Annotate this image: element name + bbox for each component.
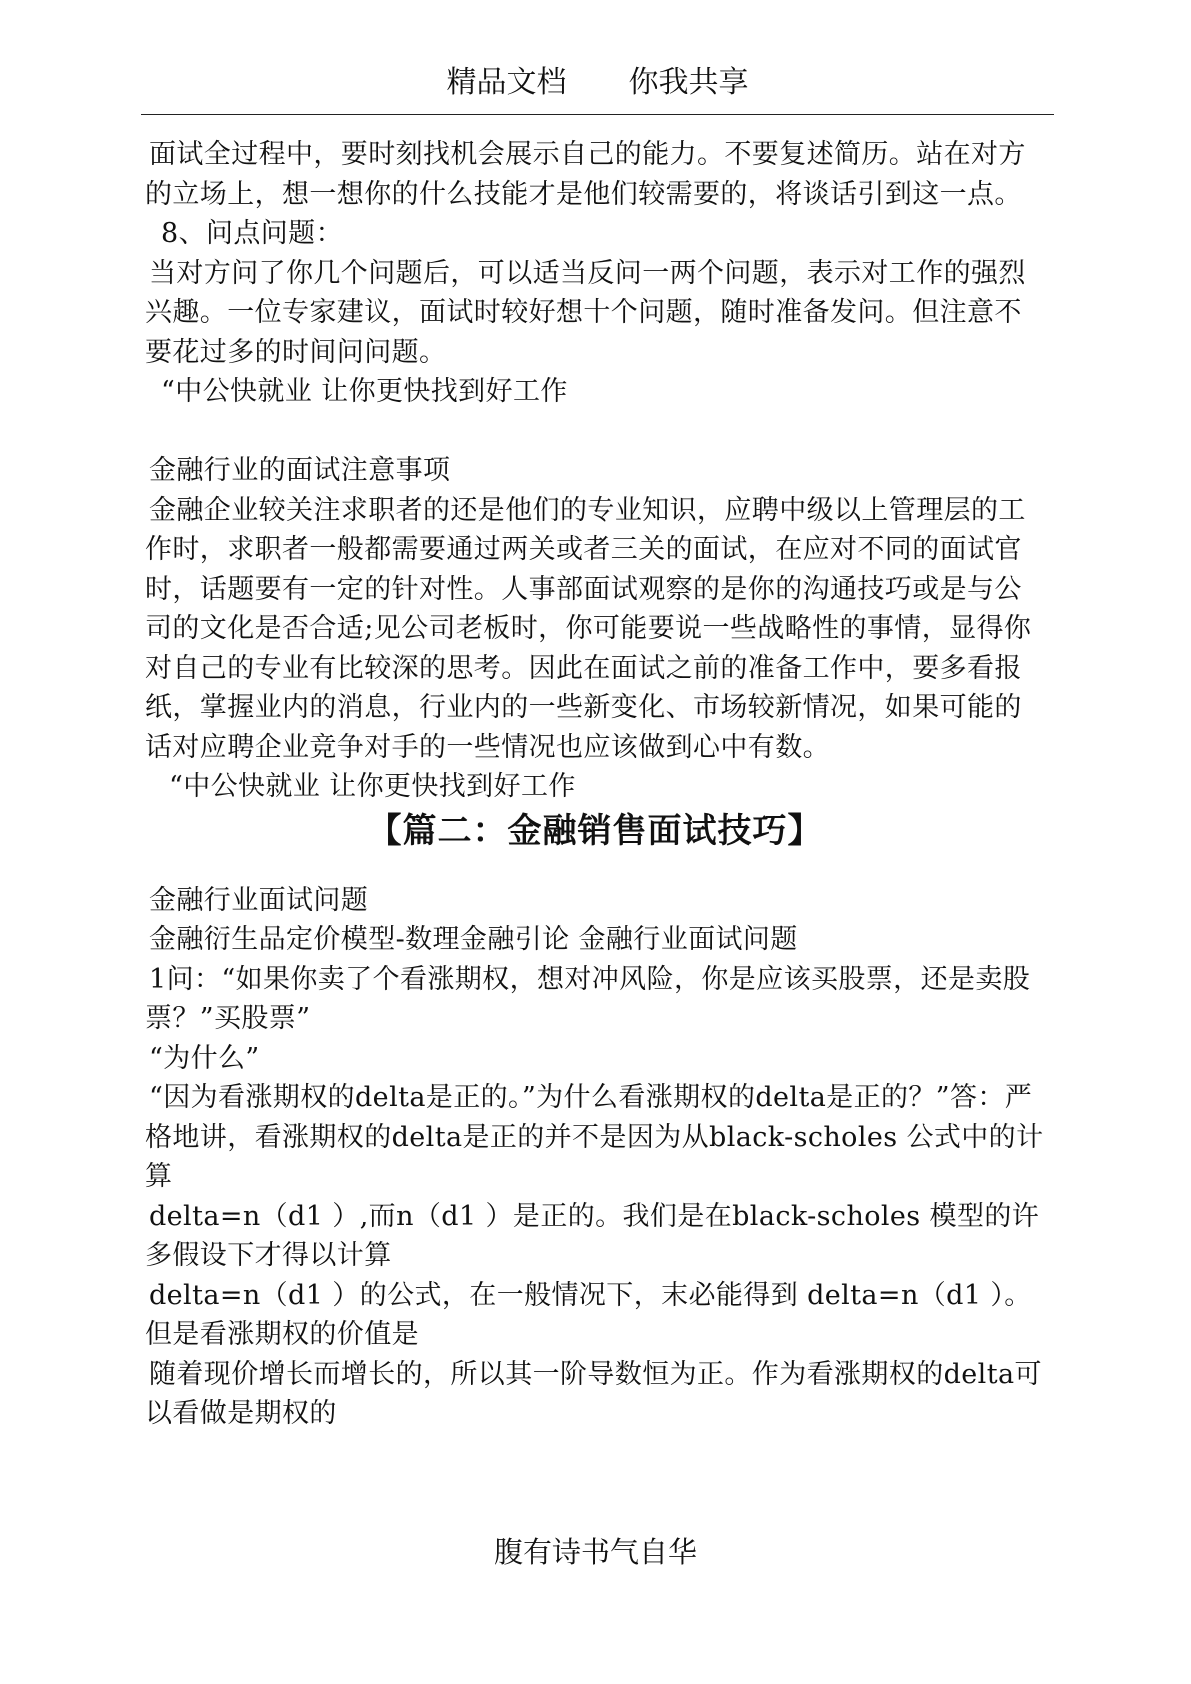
paragraph: 当对方问了你几个问题后，可以适当反问一两个问题，表示对工作的强烈兴趣。一位专家建议，面试时较好想十个问题，随时准备发问。但注意不要花过多的时间问问题。 — [145, 257, 1026, 368]
paragraph: delta=n（d1 ）的公式，在一般情况下，末必能得到 delta=n（d1 ）。但是看涨期权的价值是 — [145, 1279, 1032, 1350]
paragraph: 金融行业的面试注意事项 — [149, 455, 451, 486]
paragraph: “中公快就业 让你更快找到好工作 — [161, 376, 568, 407]
paragraph: 金融行业面试问题 — [149, 884, 369, 916]
document-body — [145, 135, 1045, 1434]
paragraph: 1问：“如果你卖了个看涨期权，想对冲风险，你是应该买股票，还是卖股票？”买股票” — [145, 963, 1031, 1034]
paragraph: 金融衍生品定价模型-数理金融引论 金融行业面试问题 — [149, 924, 798, 955]
paragraph: 随着现价增长而增长的，所以其一阶导数恒为正。作为看涨期权的delta可以看做是期权的 — [145, 1358, 1042, 1429]
header-left-text: 精品文档 — [446, 65, 567, 100]
paragraph: 面试全过程中，要时刻找机会展示自己的能力。不要复述简历。站在对方的立场上，想一想你的什么技能才是他们较需要的，将谈话引到这一点。 — [145, 139, 1026, 210]
section-title: 【篇二：金融销售面试技巧】 — [367, 810, 823, 851]
paragraph: “中公快就业 让你更快找到好工作 — [169, 771, 576, 802]
page-footer: 腹有诗书气自华 — [493, 1535, 697, 1569]
paragraph: “为什么” — [149, 1042, 260, 1074]
page-header — [141, 62, 1054, 115]
header-right-text: 你我共享 — [628, 65, 749, 100]
paragraph: 金融企业较关注求职者的还是他们的专业知识，应聘中级以上管理层的工作时，求职者一般都需要通过两关或者三关的面试，在应对不同的面试官时，话题要有一定的针对性。人事部面试观察的是你的沟通技巧或是与公司的文化是否合适;见公司老板时，你可能要说一些战略性的事情，显得你对自己的专业有比较深的思考。因此在面试之前的准备工作中，要多看报纸，掌握业内的消息，行业内的一些新变化、市场较新情况，如果可能的话对应聘企业竞争对手的一些情况也应该做到心中有数。 — [145, 494, 1032, 763]
blank-line — [145, 412, 1045, 452]
paragraph: “因为看涨期权的delta是正的。”为什么看涨期权的delta是正的？”答：严格地讲，看涨期权的delta是正的并不是因为从black-scholes 公式中的计算 — [145, 1082, 1044, 1192]
paragraph: delta=n（d1 ）,而n（d1 ）是正的。我们是在black-scholes 模型的许多假设下才得以计算 — [145, 1200, 1040, 1271]
paragraph: 8、问点问题： — [161, 218, 343, 249]
